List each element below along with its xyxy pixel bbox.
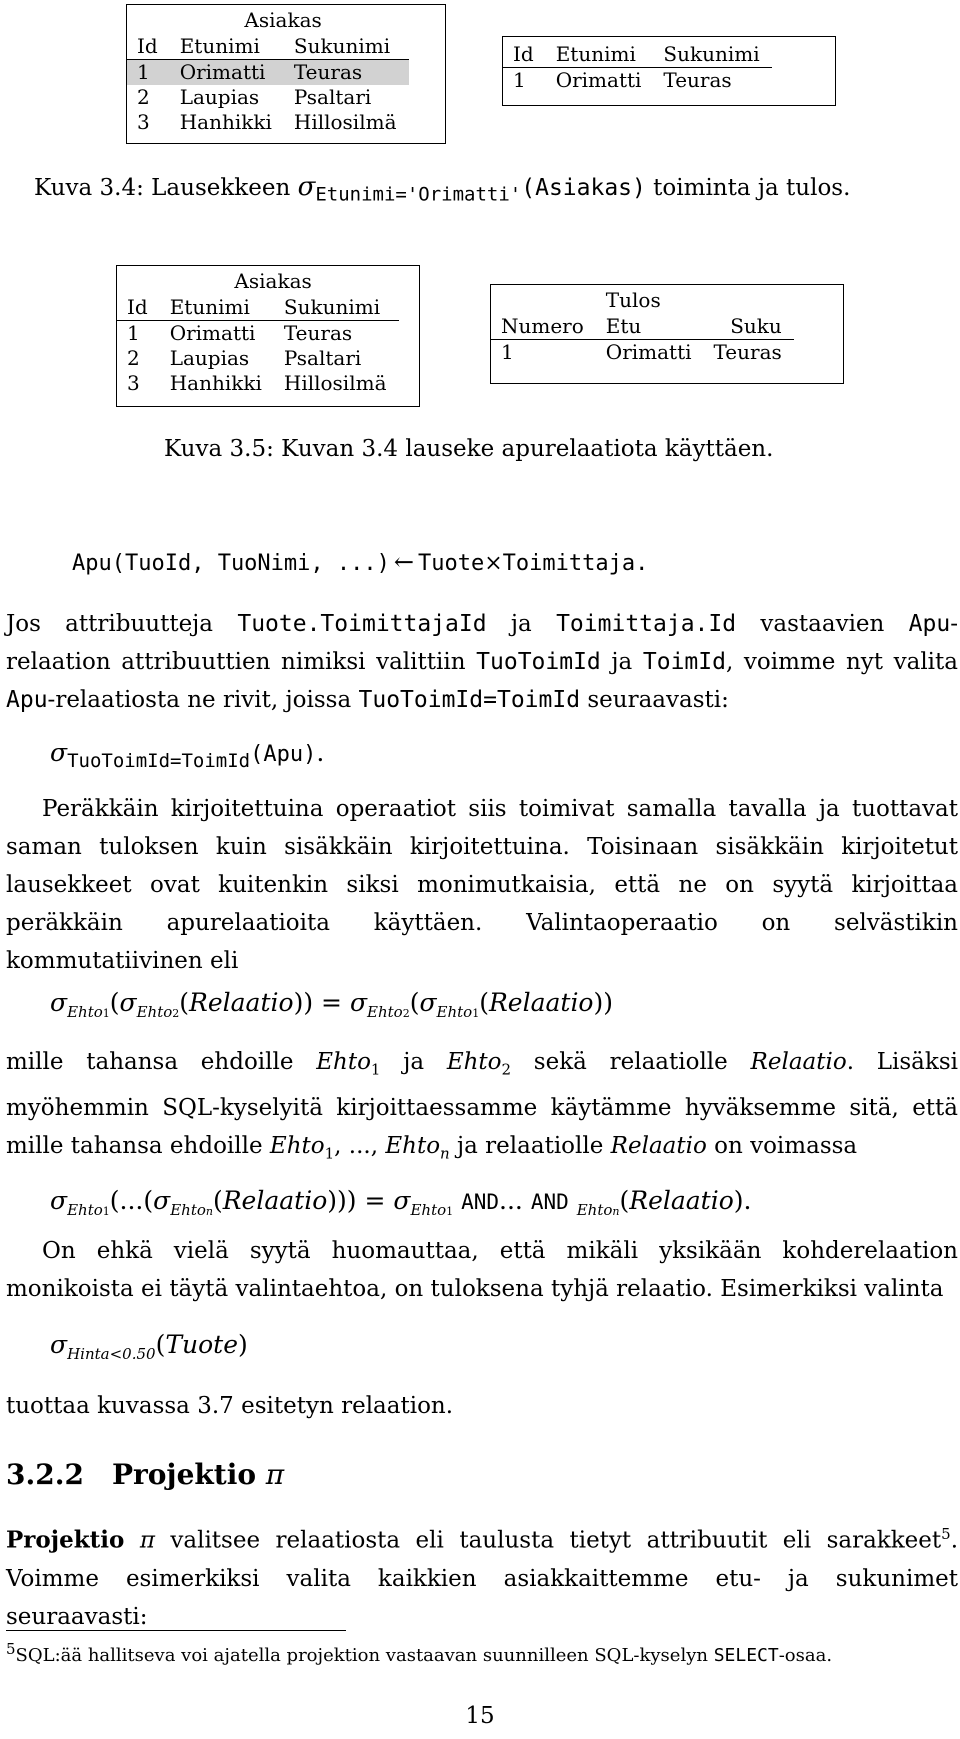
column-header: Id	[137, 34, 158, 58]
asiakas-table-fig35	[116, 265, 420, 407]
column-header: Id	[127, 295, 148, 319]
column-header: Sukunimi	[293, 34, 391, 58]
column-header: Id	[513, 42, 534, 66]
footnote-marker: 5	[941, 1525, 951, 1543]
formula-selection: $\sigma_{TuoToimId=ToimId}(Apu)$.	[50, 738, 325, 772]
paragraph-result-reference: tuottaa kuvassa 3.7 esitetyn relaation.	[6, 1393, 454, 1419]
table-row: 3 Hanhikki Hillosilmä	[127, 371, 387, 395]
table-row: 2 Laupias Psaltari	[127, 346, 362, 370]
column-header: Etunimi	[179, 34, 260, 58]
page-number: 15	[465, 1703, 495, 1729]
column-header: Suku	[730, 314, 782, 338]
figure-caption-3-4: Kuva 3.4: Lausekkeen $\sigma_{Etunimi='Orimatti'}(Asiakas)$ toiminta ja tulos.	[34, 172, 851, 206]
formula-and-conditions: $\sigma_{Ehto1}(...(\sigma_{Ehton}(Relaatio))) = \sigma_{Ehto1}$ AND... AND $_{Ehton}$(Relaatio).	[50, 1186, 752, 1219]
column-header: Sukunimi	[283, 295, 381, 319]
formula-apu: Apu(TuoId, TuoNimi, ...) ← Tuote×Toimittaja.	[72, 548, 649, 576]
formula-commutative: $\sigma_{Ehto1}(\sigma_{Ehto2}(Relaatio))$ = $\sigma_{Ehto2}(\sigma_{Ehto1}(Relaatio))$	[50, 988, 614, 1021]
table-title: Tulos	[605, 288, 661, 312]
table-row: 1 Orimatti Teuras	[127, 60, 409, 86]
footnote-rule	[6, 1630, 346, 1631]
paragraph-attribute-names: Jos attribuutteja Tuote.ToimittajaId ja Toimittaja.Id vastaavien Apu-relaation attribuuttien nimiksi valittiin TuoToimId ja ToimId, voimme nyt valita Apu-relaatiosta ne rivit, joissa TuoToimId=ToimId seuraavasti:	[6, 611, 958, 713]
tulos-table-fig35	[490, 284, 844, 384]
table-title: Asiakas	[244, 8, 322, 32]
paragraph-sequential: Peräkkäin kirjoitettuina operaatiot siis toimivat samalla tavalla ja tuottavat saman tuloksen kuin sisäkkäin kirjoitettuina. Toisinaan sisäkkäin kirjoitetut lausekkeet ovat kuitenkin siksi monimutkaisia, että ne on syytä kirjoittaa peräkkäin apurelaatioita käyttäen. Valintaoperaatio on selvästikin kommutatiivinen eli	[6, 796, 958, 974]
formula-hinta: $\sigma_{Hinta<0.50}(Tuote)$	[50, 1330, 248, 1363]
column-header: Etu	[605, 314, 642, 338]
table-row: 1 Orimatti Teuras	[117, 321, 399, 347]
table-row: 1 Orimatti Teuras	[503, 68, 772, 94]
asiakas-table-fig34	[126, 4, 446, 144]
table-row: 3 Hanhikki Hillosilmä	[137, 110, 397, 134]
figure-caption-3-5: Kuva 3.5: Kuvan 3.4 lauseke apurelaatiota käyttäen.	[164, 436, 774, 462]
table-row: 2 Laupias Psaltari	[137, 85, 372, 109]
section-heading: 3.2.2 Projektio π	[6, 1458, 285, 1491]
paragraph-empty-relation: On ehkä vielä syytä huomauttaa, että mikäli yksikään kohderelaation monikoista ei täytä valintaehtoa, on tuloksena tyhjä relaatio. Esimerkiksi valinta	[6, 1238, 958, 1302]
paragraph-projection: Projektio π valitsee relaatiosta eli taulusta tietyt attribuutit eli sarakkeet$^5$. Voimme esimerkiksi valita kaikkien asiakkaittemme etu- ja sukunimet seuraavasti:	[6, 1525, 958, 1630]
column-header: Sukunimi	[663, 42, 760, 66]
column-header: Etunimi	[169, 295, 250, 319]
result-table-fig34	[502, 36, 836, 106]
column-header: Etunimi	[555, 42, 636, 66]
column-header: Numero	[501, 314, 584, 338]
table-row: 1 Orimatti Teuras	[491, 340, 794, 366]
footnote: $^5$SQL:ää hallitseva voi ajatella projektion vastaavan suunnilleen SQL-kyselyn SELECT-osaa.	[6, 1640, 833, 1666]
paragraph-conditions: mille tahansa ehdoille Ehto$_1$ ja Ehto$_2$ sekä relaatiolle Relaatio. Lisäksi myöhemmin SQL-kyselyitä kirjoittaessamme käytämme hyväksemme sitä, että mille tahansa ehdoille Ehto$_1$, ..., Ehto$_n$ ja relaatiolle Relaatio on voimassa	[6, 1049, 958, 1163]
table-title: Asiakas	[234, 269, 312, 293]
